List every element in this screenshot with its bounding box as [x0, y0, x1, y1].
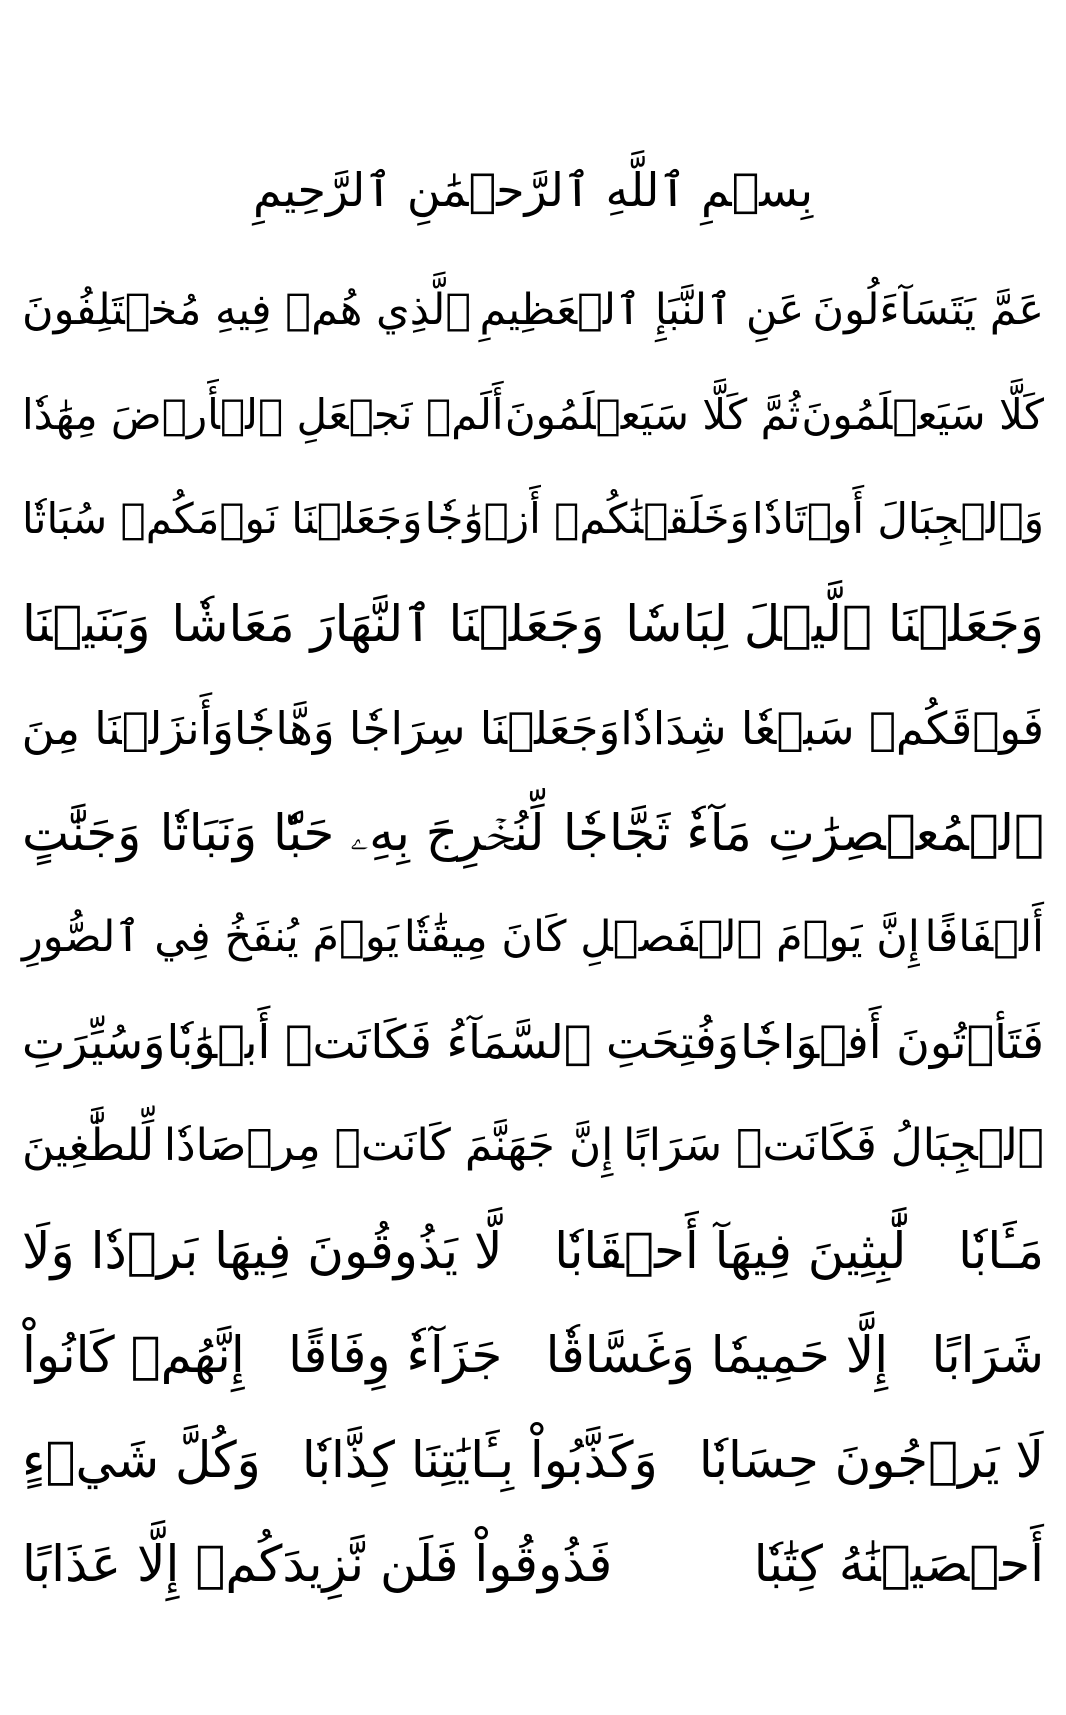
verse-text: وَجَعَلۡنَا سِرَاجٗا وَهَّاجٗا — [233, 701, 621, 755]
verse-text: وَفُتِحَتِ ٱلسَّمَآءُ فَكَانَتۡ أَبۡوَٰبٗا — [166, 1014, 739, 1069]
verse-text: وَجَعَلۡنَا نَوۡمَكُمۡ سُبَاتٗا — [22, 494, 423, 544]
verse-text: جَزَآءٗ وِفَاقًا — [288, 1326, 503, 1385]
verse-text: وَجَعَلۡنَا ٱلَّيۡلَ لِبَاسٗا — [625, 594, 1044, 653]
verse-text: إِنَّهُمۡ كَانُواْ — [22, 1326, 245, 1385]
verse-text: أَلَمۡ نَجۡعَلِ ٱلۡأَرۡضَ مِهَٰدٗا — [22, 389, 504, 439]
verse-text: لَّا يَذُوقُونَ فِيهَا بَرۡدٗا وَلَا — [22, 1221, 503, 1280]
verse-text: وَبَنَيۡنَا — [22, 594, 151, 653]
verse-text: فَتَأۡتُونَ أَفۡوَاجٗا — [740, 1014, 1044, 1069]
verse-text: فَوۡقَكُمۡ سَبۡعٗا شِدَادٗا — [620, 701, 1044, 755]
verse-text: ثُمَّ كَلَّا سَيَعۡلَمُونَ — [504, 389, 801, 439]
verse-lines — [22, 258, 1044, 1617]
verse-text: أَحۡصَيۡنَٰهُ كِتَٰبٗا — [753, 1535, 1044, 1594]
verse-text: إِنَّ يَوۡمَ ٱلۡفَصۡلِ كَانَ مِيقَٰتٗا — [403, 911, 920, 962]
verse-line-12 — [22, 1408, 1044, 1513]
verse-text: لَا يَرۡجُونَ حِسَابٗا — [698, 1430, 1044, 1489]
verse-text: أَلۡفَافًا — [924, 911, 1044, 962]
verse-line-10 — [22, 1199, 1044, 1304]
verse-text: ٱلۡجِبَالُ فَكَانَتۡ سَرَابًا — [623, 1120, 1044, 1172]
verse-text: وَأَنزَلۡنَا مِنَ — [21, 701, 234, 755]
verse-line-8 — [22, 990, 1044, 1095]
basmala: بِسۡمِ ٱللَّهِ ٱلرَّحۡمَٰنِ ٱلرَّحِيمِ — [252, 163, 814, 217]
verse-line-13 — [22, 1512, 1044, 1617]
verse-line-2 — [22, 363, 1044, 468]
verse-text: ٱلَّذِي هُمۡ فِيهِ مُخۡتَلِفُونَ — [22, 284, 472, 335]
verse-line-5 — [22, 676, 1044, 781]
verse-text: إِلَّا حَمِيمٗا وَغَسَّاقٗا — [545, 1326, 889, 1385]
verse-text: فَذُوقُواْ فَلَن نَّزِيدَكُمۡ إِلَّا عَذَابًا — [22, 1535, 613, 1594]
verse-text: لِّنُخۡرِجَ بِهِۦ حَبّٗا وَنَبَاتٗا — [159, 803, 545, 862]
verse-text: لِّلطَّٰغِينَ — [22, 1120, 155, 1172]
verse-line-9 — [22, 1094, 1044, 1199]
verse-line-3 — [22, 467, 1044, 572]
verse-text: وَجَعَلۡنَا ٱلنَّهَارَ مَعَاشٗا — [171, 594, 605, 653]
verse-text: وَكُلَّ شَيۡءٍ — [22, 1430, 261, 1489]
verse-text: عَمَّ يَتَسَآءَلُونَ — [812, 284, 1044, 335]
verse-text: وَجَنَّٰتٍ — [22, 803, 142, 862]
verse-text: لَّٰبِثِينَ فِيهَآ أَحۡقَابٗا — [554, 1221, 907, 1280]
verse-text: إِنَّ جَهَنَّمَ كَانَتۡ مِرۡصَادٗا — [163, 1120, 614, 1172]
verse-line-1 — [22, 258, 1044, 363]
verse-text: يَوۡمَ يُنفَخُ فِي ٱلصُّورِ — [22, 911, 400, 962]
verse-text: وَٱلۡجِبَالَ أَوۡتَادٗا — [752, 494, 1044, 544]
verse-text: مَـَٔابٗا — [958, 1221, 1044, 1280]
verse-text: وَخَلَقۡنَٰكُمۡ أَزۡوَٰجٗا — [424, 494, 750, 544]
verse-text: وَسُيِّرَتِ — [22, 1014, 166, 1069]
verse-line-11 — [22, 1303, 1044, 1408]
verse-line-7 — [22, 885, 1044, 990]
verse-line-4 — [22, 572, 1044, 677]
verse-text: عَنِ ٱلنَّبَإِ ٱلۡعَظِيمِ — [479, 284, 805, 335]
verse-text: ٱلۡمُعۡصِرَٰتِ مَآءٗ ثَجَّاجٗا — [562, 803, 1044, 862]
verse-line-6 — [22, 781, 1044, 886]
verse-text: كَلَّا سَيَعۡلَمُونَ — [801, 389, 1044, 439]
verse-text: وَكَذَّبُواْ بِـَٔايَٰتِنَا كِذَّابٗا — [301, 1430, 658, 1489]
verse-text: شَرَابًا — [931, 1326, 1044, 1385]
